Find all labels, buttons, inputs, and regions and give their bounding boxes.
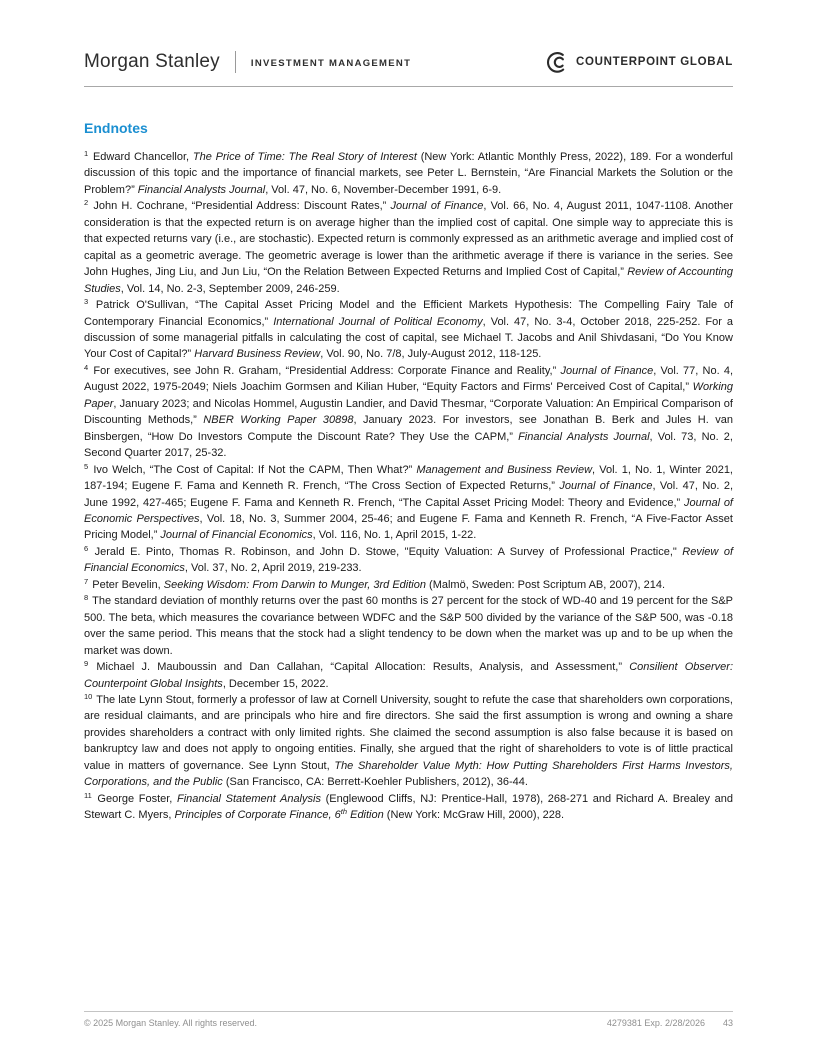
note-segment: Patrick O'Sullivan, “The Capital Asset Pricing Model and the Efficient Markets Hypothesis: The Compelling Fairy Tale of Contemporary Financial Economics,” (84, 299, 733, 328)
endnote-11 (84, 791, 733, 824)
morgan-stanley-logo (84, 51, 411, 73)
endnote-9 (84, 659, 733, 692)
note-segment: Seeking Wisdom: From Darwin to Munger, 3rd Edition (163, 578, 426, 591)
note-segment: International Journal of Political Economy (273, 315, 483, 328)
note-segment: The Shareholder Value Myth: How Putting Shareholders First Harms Investors, Corporations, and the Public (84, 759, 733, 789)
endnote-number: 2 (84, 198, 89, 208)
note-segment: th (340, 807, 348, 817)
note-segment: , Vol. 14, No. 2-3, September 2009, 246-259. (120, 282, 340, 295)
note-segment: , Vol. 77, No. 4, August 2022, 1975-2049; Niels Joachim Gormsen and Kilian Huber, “Equity Factors and Firms' Perceived Cost of Capital,” (84, 364, 734, 394)
note-segment: (San Francisco, CA: Berrett-Koehler Publishers, 2012), 36-44. (222, 776, 528, 789)
note-segment: For executives, see John R. Graham, “Presidential Address: Corporate Finance and Reality,” (93, 364, 561, 377)
footer-right (607, 1018, 733, 1028)
endnote-1 (84, 149, 733, 198)
doc-id: 4279381 Exp. 2/28/2026 (606, 1018, 705, 1028)
note-segment: , Vol. 47, No. 3-4, October 2018, 225-252. For a discussion of some managerial pitfalls in calculating the cost of capital, see Michael T. Jacobs and Anil Shivdasani, “Do You Know Your Cost of Capital?” (84, 315, 733, 361)
note-segment: Michael J. Mauboussin and Dan Callahan, “Capital Allocation: Results, Analysis, and Assessment,” (96, 661, 630, 674)
note-segment: The late Lynn Stout, formerly a professor of law at Cornell University, sought to refute the case that shareholders own corporations, are residual claimants, and are principals who hire and fire directors. She said the first assumption is wrong and owning a share provides shareholders a contract with only limited rights. She claimed the second assumption is also false because it is based on bankruptcy law and does not apply to ongoing entities. Finally, she argued that the right of shareholders to vote is of little practical value in matters of governance. See Lynn Stout, (84, 693, 733, 772)
note-segment: Working Paper (84, 381, 733, 410)
note-segment: Jerald E. Pinto, Thomas R. Robinson, and John D. Stowe, "Equity Valuation: A Survey of Professional Practice," (94, 545, 683, 558)
endnote-number: 10 (84, 691, 93, 701)
copyright-text: © 2025 Morgan Stanley. All rights reserved. (84, 1018, 258, 1028)
note-segment: Financial Analysts Journal (137, 183, 266, 196)
endnote-number: 11 (84, 790, 92, 800)
page-number: 43 (722, 1018, 733, 1028)
note-segment: The standard deviation of monthly returns over the past 60 months is 27 percent for the stock of WD-40 and 19 percent for the S&P 500. The beta, which measures the covariance between WDFC and the S&P 500 divided by the variance of the S&P 500, was -0.18 over the same period. This means that the stock had a slight tendency to be down when the market was up and to be up when the market was down. (84, 595, 734, 657)
note-segment: Journal of Finance (390, 200, 484, 213)
page-footer (84, 1011, 733, 1028)
counterpoint-global-logo (546, 51, 733, 74)
note-segment: , January 2023. For investors, see Jonathan B. Berk and Jules H. van Binsbergen, “How Do Investors Compute the Discount Rate? They Use the CAPM,” (84, 414, 733, 443)
endnote-7 (84, 577, 733, 593)
endnote-number: 9 (84, 659, 89, 669)
page-header (84, 50, 733, 74)
endnote-number: 1 (84, 149, 89, 158)
note-segment: , Vol. 1, No. 1, Winter 2021, 187-194; Eugene F. Fama and Kenneth R. French, “The Cross Section of Expected Returns,” (84, 463, 733, 493)
note-segment: Management and Business Review (416, 463, 593, 476)
note-segment: Journal of Economic Perspectives (84, 496, 733, 525)
header-divider (235, 51, 236, 73)
endnote-4 (84, 363, 733, 462)
endnote-5 (84, 462, 733, 544)
endnotes-title: Endnotes (84, 120, 148, 136)
note-segment: Edition (347, 809, 384, 822)
note-segment: , Vol. 47, No. 6, November-December 1991, 6-9. (265, 183, 502, 196)
note-segment: John H. Cochrane, “Presidential Address: Discount Rates,” (93, 200, 391, 213)
note-segment: Review of Accounting Studies (84, 266, 734, 295)
note-segment: Journal of Finance (560, 364, 654, 377)
endnote-2 (84, 198, 733, 297)
note-segment: Journal of Finance (559, 480, 653, 493)
note-segment: The Price of Time: The Real Story of Interest (192, 151, 417, 163)
endnote-number: 7 (84, 576, 89, 586)
note-segment: , Vol. 47, No. 2, June 1992, 427-465; Eugene F. Fama and Kenneth R. French, “The Capital Asset Pricing Model: Theory and Evidence,” (84, 480, 734, 509)
counterpoint-global-icon (546, 51, 569, 74)
note-segment: , Vol. 73, No. 2, Second Quarter 2017, 25-32. (84, 430, 733, 460)
note-segment: (New York: McGraw Hill, 2000), 228. (383, 809, 565, 822)
note-segment: , Vol. 37, No. 2, April 2019, 219-233. (184, 562, 362, 575)
note-segment: , December 15, 2022. (222, 677, 329, 690)
note-segment: NBER Working Paper 30898 (203, 414, 354, 427)
note-segment: , Vol. 116, No. 1, April 2015, 1-22. (312, 529, 477, 542)
note-segment: Consilient Observer: Counterpoint Global Insights (84, 661, 734, 690)
note-segment: Financial Statement Analysis (176, 792, 321, 805)
note-segment: (Malmö, Sweden: Post Scriptum AB, 2007), 214. (425, 578, 666, 591)
endnote-number: 4 (84, 362, 89, 372)
division-label: INVESTMENT MANAGEMENT (250, 57, 412, 69)
endnote-number: 8 (84, 593, 89, 603)
note-segment: , Vol. 18, No. 3, Summer 2004, 25-46; and Eugene F. Fama and Kenneth R. French, “A Five-Factor Asset Pricing Model,” (84, 512, 733, 542)
endnotes-list (84, 149, 733, 824)
note-segment: (New York: Atlantic Monthly Press, 2022), 189. For a wonderful discussion of this topic and the importance of financial markets, see Peter L. Bernstein, “Are Financial Markets the Solution or the Problem?” (84, 151, 733, 196)
note-segment: Peter Bevelin, (92, 578, 164, 591)
note-segment: , Vol. 90, No. 7/8, July-August 2012, 118-125. (320, 348, 542, 361)
header-rule (84, 86, 733, 87)
endnote-3 (84, 297, 733, 363)
note-segment: Review of Financial Economics (84, 545, 734, 575)
endnote-10 (84, 692, 733, 791)
brand-wordmark: Morgan Stanley (84, 51, 220, 72)
note-segment: (Englewood Cliffs, NJ: Prentice-Hall, 1978), 268-271 and Richard A. Brealey and Stewart C. Myers, (84, 792, 733, 822)
note-segment: Harvard Business Review (194, 348, 321, 361)
note-segment: Ivo Welch, “The Cost of Capital: If Not the CAPM, Then What?” (93, 463, 417, 476)
endnote-number: 6 (84, 543, 89, 553)
note-segment: Financial Analysts Journal (518, 430, 650, 443)
note-segment: , January 2023; and Nicolas Hommel, Augustin Landier, and David Thesmar, “Corporate Valuation: An Empirical Comparison of Discounting Methods,” (84, 397, 733, 427)
note-segment: Principles of Corporate Finance, 6 (174, 809, 341, 822)
endnote-6 (84, 544, 733, 577)
note-segment: Edward Chancellor, (92, 151, 193, 163)
endnote-number: 5 (84, 461, 89, 471)
endnote-number: 3 (84, 297, 89, 307)
note-segment: Journal of Financial Economics (160, 529, 313, 542)
note-segment: George Foster, (97, 792, 177, 805)
endnote-8 (84, 593, 733, 659)
counterpoint-global-label: COUNTERPOINT GLOBAL (575, 56, 733, 68)
note-segment: , Vol. 66, No. 4, August 2011, 1047-1108. Another consideration is that the expected return is on average higher than the implied cost of capital. One simple way to appreciate this is that expected returns vary (i.e., are stochastic). Expected return is commonly expressed as an arithmetic average and implied cost of capital as a geometric average. The geometric average is lower than the arithmetic average if there is variance in the series. See John Hughes, Jing Liu, and Jun Liu, “On the Relation Between Expected Returns and Implied Cost of Capital,” (84, 200, 733, 279)
